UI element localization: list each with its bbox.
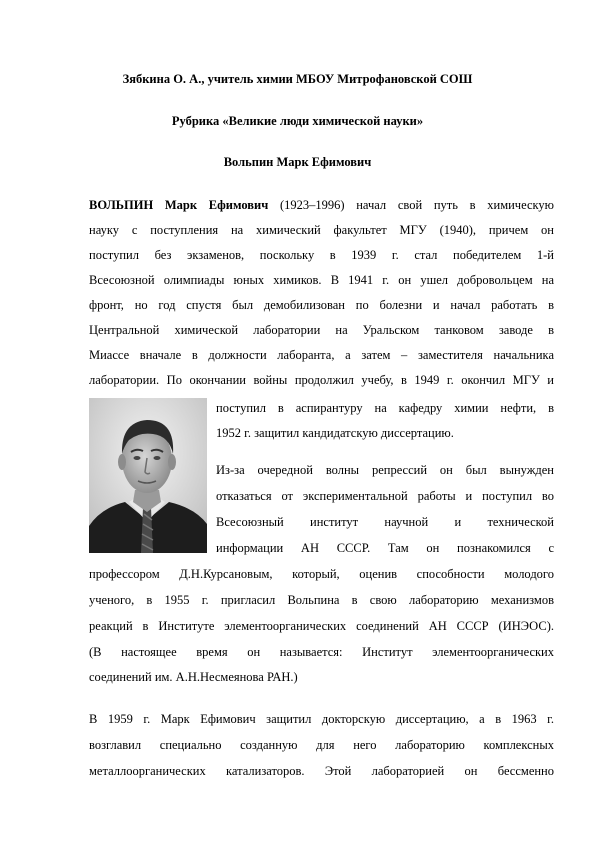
paragraph-1-line: Всесоюзной олимпиады юных химиков. В 1941 г. он ушел добровольцем на <box>89 273 554 287</box>
lead-name: ВОЛЬПИН Марк Ефимович <box>89 198 269 212</box>
paragraph-1-line: поступил в аспирантуру на кафедру химии нефти, в <box>216 401 554 415</box>
article-title: Вольпин Марк Ефимович <box>223 155 372 169</box>
paragraph-1-line: фронт, но год спустя был демобилизован по болезни и начал работать в <box>89 298 554 312</box>
paragraph-1-line: Миассе вначале в должности лаборанта, а затем – заместителя начальника <box>89 348 554 362</box>
paragraph-1-line: лаборатории. По окончании войны продолжил учебу, в 1949 г. окончил МГУ и <box>89 373 554 387</box>
paragraph-3-line: металлоорганических катализаторов. Этой лабораторией он бессменно <box>89 764 554 778</box>
paragraph-3-line: В 1959 г. Марк Ефимович защитил докторскую диссертацию, а в 1963 г. <box>89 712 554 726</box>
paragraph-1-line: 1952 г. защитил кандидатскую диссертацию. <box>216 426 454 440</box>
paragraph-2-line: (В настоящее время он называется: Институт элементоорганических <box>89 645 554 659</box>
rubric-line: Рубрика «Великие люди химической науки» <box>171 114 424 128</box>
paragraph-3-line: возглавил специально созданную для него лабораторию комплексных <box>89 738 554 752</box>
paragraph-2-line: ученого, в 1955 г. пригласил Вольпина в свою лабораторию механизмов <box>89 593 554 607</box>
lead-rest: (1923–1996) начал свой путь в химическую <box>268 198 554 212</box>
portrait-photo <box>89 398 207 553</box>
paragraph-1-line-1 <box>89 197 554 213</box>
paragraph-2-line: Из-за очередной волны репрессий он был вынужден <box>216 463 554 477</box>
author-line: Зябкина О. А., учитель химии МБОУ Митрофановской СОШ <box>122 72 473 86</box>
paragraph-2-line: соединений им. А.Н.Несмеянова РАН.) <box>89 670 298 684</box>
paragraph-1-line: поступил без экзаменов, поскольку в 1939 г. стал победителем 1-й <box>89 248 554 262</box>
paragraph-1-line: науку с поступления на химический факультет МГУ (1940), причем он <box>89 223 554 237</box>
paragraph-2-line: Всесоюзный институт научной и технической <box>216 515 554 529</box>
portrait-illustration <box>89 398 207 553</box>
paragraph-2-line: информации АН СССР. Там он познакомился с <box>216 541 554 555</box>
paragraph-2-line: профессором Д.Н.Курсановым, который, оценив способности молодого <box>89 567 554 581</box>
paragraph-2-line: реакций в Институте элементоорганических соединений АН СССР (ИНЭОС). <box>89 619 554 633</box>
paragraph-2-line: отказаться от экспериментальной работы и поступил во <box>216 489 554 503</box>
paragraph-1-line: Центральной химической лаборатории на Уральском танковом заводе в <box>89 323 554 337</box>
